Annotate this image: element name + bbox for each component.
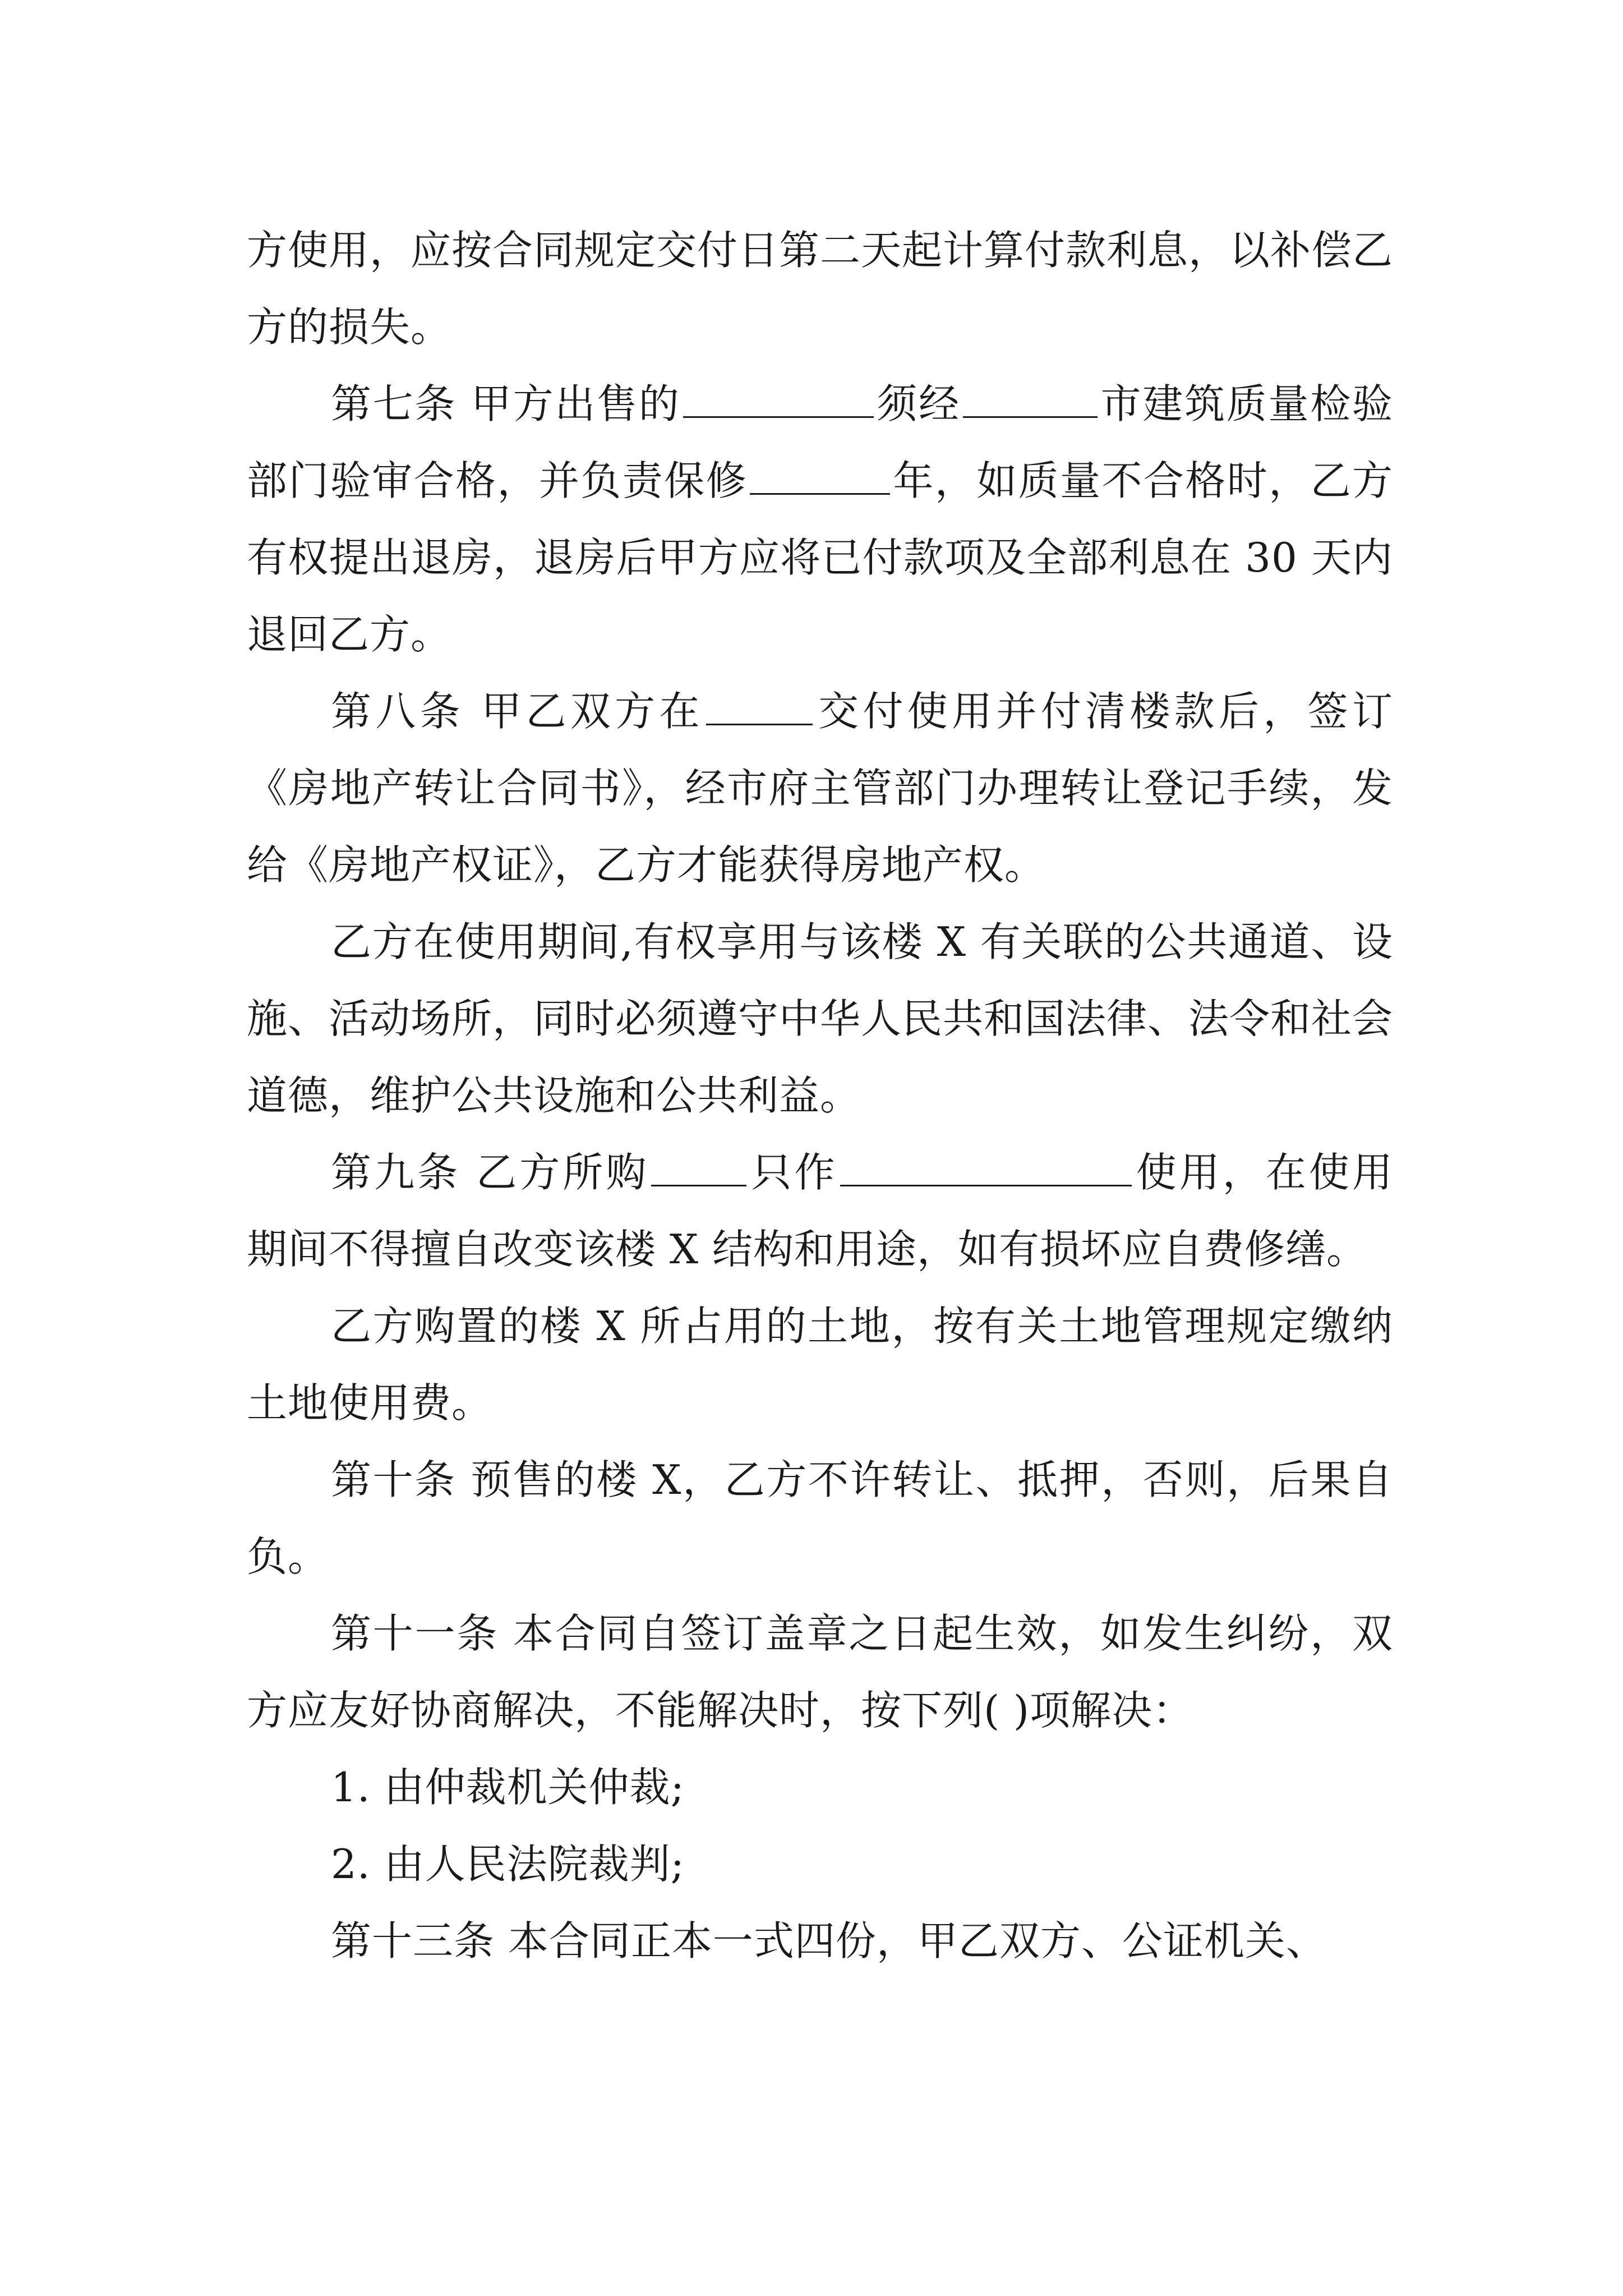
contract-body xyxy=(247,212,1393,1980)
article-7 xyxy=(247,366,1393,673)
article-9-text-c: 使用，在使用期间不得擅自改变该楼 X 结构和用途，如有损坏应自费修缮。 xyxy=(247,1149,1393,1273)
blank-city xyxy=(963,381,1098,418)
usage-rights-paragraph xyxy=(247,904,1393,1134)
list-item-2 xyxy=(247,1826,1393,1903)
article-11 xyxy=(247,1595,1393,1749)
paragraph-text: 第十三条 本合同正本一式四份，甲乙双方、公证机关、 xyxy=(331,1917,1327,1964)
paragraph-text: 第十条 预售的楼 X，乙方不许转让、抵押，否则，后果自负。 xyxy=(247,1456,1393,1580)
paragraph-text: 第十一条 本合同自签订盖章之日起生效，如发生纠纷，双方应友好协商解决，不能解决时，按下列( )项解决： xyxy=(247,1610,1393,1734)
article-9-text-a: 第九条 乙方所购 xyxy=(331,1149,649,1196)
list-item-1 xyxy=(247,1749,1393,1826)
article-7-text-a: 第七条 甲方出售的 xyxy=(331,380,681,427)
blank-date xyxy=(706,689,813,725)
paragraph-text: 方使用，应按合同规定交付日第二天起计算付款利息，以补偿乙方的损失。 xyxy=(247,227,1394,351)
paragraph-text: 乙方在使用期间,有权享用与该楼 X 有关联的公共通道、设施、活动场所，同时必须遵守中华人民共和国法律、法令和社会道德，维护公共设施和公共利益。 xyxy=(247,918,1394,1119)
article-13 xyxy=(247,1903,1393,1980)
blank-unit xyxy=(651,1150,746,1186)
land-fee-paragraph xyxy=(247,1288,1393,1442)
article-9-text-b: 只作 xyxy=(749,1149,838,1196)
paragraph-continuation xyxy=(247,212,1393,366)
article-8-text-b: 交付使用并付清楼款后，签订《房地产转让合同书》，经市府主管部门办理转让登记手续，发给《房地产权证》，乙方才能获得房地产权。 xyxy=(247,688,1393,889)
list-item-text: 1. 由仲裁机关仲裁; xyxy=(331,1764,685,1811)
paragraph-text: 乙方购置的楼 X 所占用的土地，按有关土地管理规定缴纳土地使用费。 xyxy=(247,1303,1393,1427)
blank-property xyxy=(683,381,874,418)
article-8-text-a: 第八条 甲乙双方在 xyxy=(331,688,704,735)
blank-usage xyxy=(840,1150,1132,1186)
list-item-text: 2. 由人民法院裁判; xyxy=(331,1841,685,1888)
article-10 xyxy=(247,1442,1393,1595)
article-7-text-b: 须经 xyxy=(875,380,961,427)
blank-warranty-years xyxy=(750,458,890,495)
article-9 xyxy=(247,1134,1393,1288)
article-7-text-c: 市建筑质量检验部门验审合格，并负责保修 xyxy=(247,380,1393,504)
article-7-text-d: 年，如质量不合格时，乙方有权提出退房，退房后甲方应将已付款项及全部利息在 30 天内退回乙方。 xyxy=(247,457,1393,658)
article-8 xyxy=(247,673,1393,904)
